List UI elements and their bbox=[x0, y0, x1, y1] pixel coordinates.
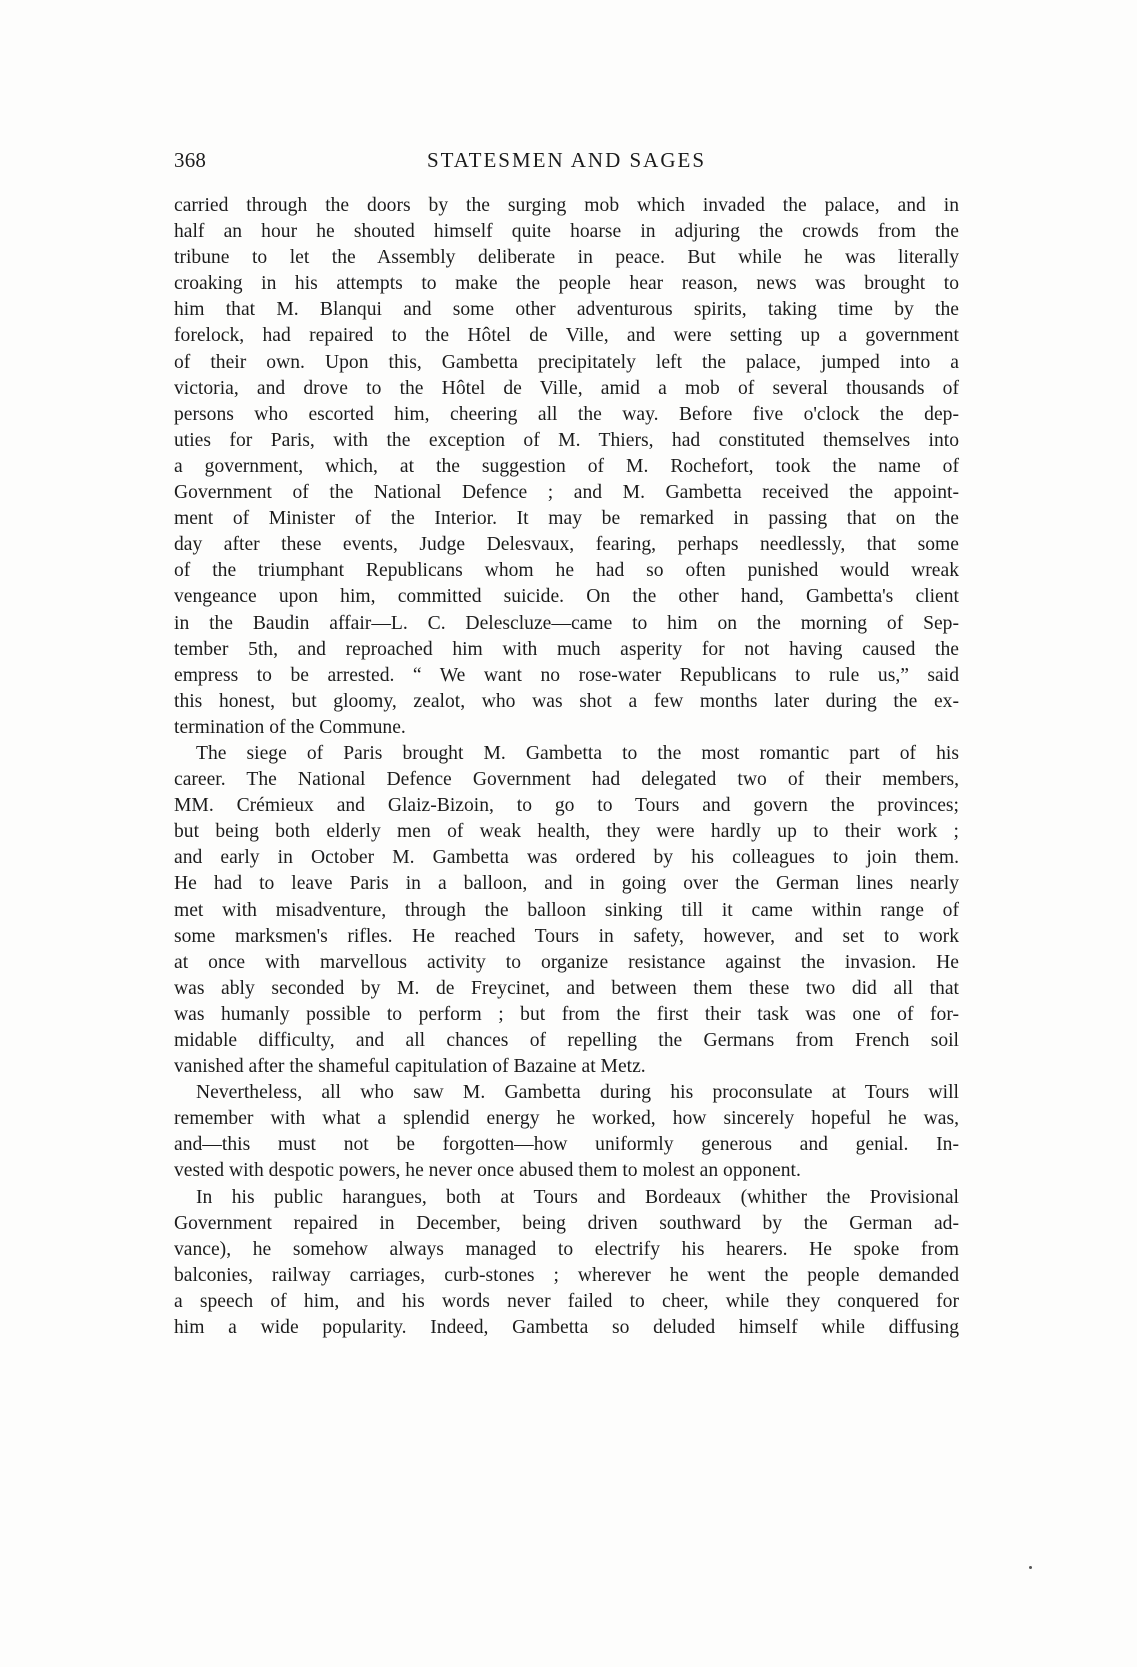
text-line: in the Baudin affair—L. C. Delescluze—came to him on the morning of Sep- bbox=[174, 612, 959, 634]
text-line: career. The National Defence Government had delegated two of their members, bbox=[174, 769, 959, 791]
text-line: him a wide popularity. Indeed, Gambetta so deluded himself while diffusing bbox=[174, 1317, 959, 1339]
text-line: at once with marvellous activity to organize resistance against the invasion. He bbox=[174, 951, 959, 973]
text-line: He had to leave Paris in a balloon, and in going over the German lines nearly bbox=[174, 873, 959, 895]
text-line: was ably seconded by M. de Freycinet, and between them these two did all that bbox=[174, 977, 959, 999]
text-line: of the triumphant Republicans whom he had so often punished would wreak bbox=[174, 560, 959, 582]
text-line: uties for Paris, with the exception of M. Thiers, had constituted themselves into bbox=[174, 429, 959, 451]
text-line: remember with what a splendid energy he worked, how sincerely hopeful he was, bbox=[174, 1108, 959, 1130]
running-head bbox=[174, 148, 959, 178]
paragraph bbox=[174, 741, 959, 1080]
text-line: tember 5th, and reproached him with much asperity for not having caused the bbox=[174, 638, 959, 660]
text-line: Government of the National Defence ; and M. Gambetta received the appoint- bbox=[174, 482, 959, 504]
text-line: this honest, but gloomy, zealot, who was shot a few months later during the ex- bbox=[174, 690, 959, 712]
text-line: vengeance upon him, committed suicide. On the other hand, Gambetta's client bbox=[174, 586, 959, 608]
text-line: vested with despotic powers, he never once abused them to molest an opponent. bbox=[174, 1160, 801, 1182]
text-line: termination of the Commune. bbox=[174, 716, 406, 738]
text-line: In his public harangues, both at Tours and Bordeaux (whither the Provisional bbox=[196, 1186, 959, 1208]
text-line: and early in October M. Gambetta was ordered by his colleagues to join them. bbox=[174, 847, 959, 869]
text-line: midable difficulty, and all chances of repelling the Germans from French soil bbox=[174, 1030, 959, 1051]
text-line: him that M. Blanqui and some other adventurous spirits, taking time by the bbox=[174, 299, 959, 321]
text-line: of their own. Upon this, Gambetta precipitately left the palace, jumped into a bbox=[174, 351, 959, 373]
text-line: MM. Crémieux and Glaiz-Bizoin, to go to Tours and govern the provinces; bbox=[174, 795, 959, 817]
text-line: forelock, had repaired to the Hôtel de Ville, and were setting up a government bbox=[174, 325, 959, 347]
text-line: Nevertheless, all who saw M. Gambetta during his proconsulate at Tours will bbox=[196, 1082, 959, 1104]
page-number: 368 bbox=[174, 148, 207, 172]
text-line: croaking in his attempts to make the people hear reason, news was brought to bbox=[174, 273, 959, 295]
text-line: a government, which, at the suggestion of M. Rochefort, took the name of bbox=[174, 455, 959, 477]
text-line: met with misadventure, through the balloon sinking till it came within range of bbox=[174, 899, 959, 921]
paragraph bbox=[174, 1185, 959, 1342]
paragraph bbox=[174, 1080, 959, 1184]
running-title: STATESMEN AND SAGES bbox=[426, 148, 707, 172]
text-line: was humanly possible to perform ; but from the first their task was one of for- bbox=[174, 1003, 959, 1025]
text-line: The siege of Paris brought M. Gambetta to the most romantic part of his bbox=[196, 742, 959, 764]
text-line: Government repaired in December, being driven southward by the German ad- bbox=[174, 1212, 959, 1234]
body-text bbox=[174, 193, 959, 1341]
text-line: vance), he somehow always managed to electrify his hearers. He spoke from bbox=[174, 1238, 959, 1260]
text-line: carried through the doors by the surging mob which invaded the palace, and in bbox=[174, 195, 959, 216]
text-line: ment of Minister of the Interior. It may be remarked in passing that on the bbox=[174, 508, 959, 530]
text-line: a speech of him, and his words never failed to cheer, while they conquered for bbox=[174, 1290, 959, 1312]
paragraph bbox=[174, 193, 959, 741]
text-line: balconies, railway carriages, curb-stones ; wherever he went the people demanded bbox=[174, 1264, 959, 1286]
text-line: and—this must not be forgotten—how uniformly generous and genial. In- bbox=[174, 1134, 959, 1156]
text-line: vanished after the shameful capitulation of Bazaine at Metz. bbox=[174, 1056, 646, 1078]
text-line: tribune to let the Assembly deliberate in peace. But while he was literally bbox=[174, 247, 959, 269]
text-line: half an hour he shouted himself quite hoarse in adjuring the crowds from the bbox=[174, 221, 959, 243]
scan-speck bbox=[1029, 1566, 1032, 1569]
text-line: some marksmen's rifles. He reached Tours in safety, however, and set to work bbox=[174, 925, 959, 947]
text-line: day after these events, Judge Delesvaux, fearing, perhaps needlessly, that some bbox=[174, 534, 959, 556]
text-line: persons who escorted him, cheering all the way. Before five o'clock the dep- bbox=[174, 403, 959, 425]
text-line: but being both elderly men of weak health, they were hardly up to their work ; bbox=[174, 821, 959, 843]
text-line: victoria, and drove to the Hôtel de Ville, amid a mob of several thousands of bbox=[174, 377, 959, 399]
text-line: empress to be arrested. “ We want no rose-water Republicans to rule us,” said bbox=[174, 664, 959, 686]
